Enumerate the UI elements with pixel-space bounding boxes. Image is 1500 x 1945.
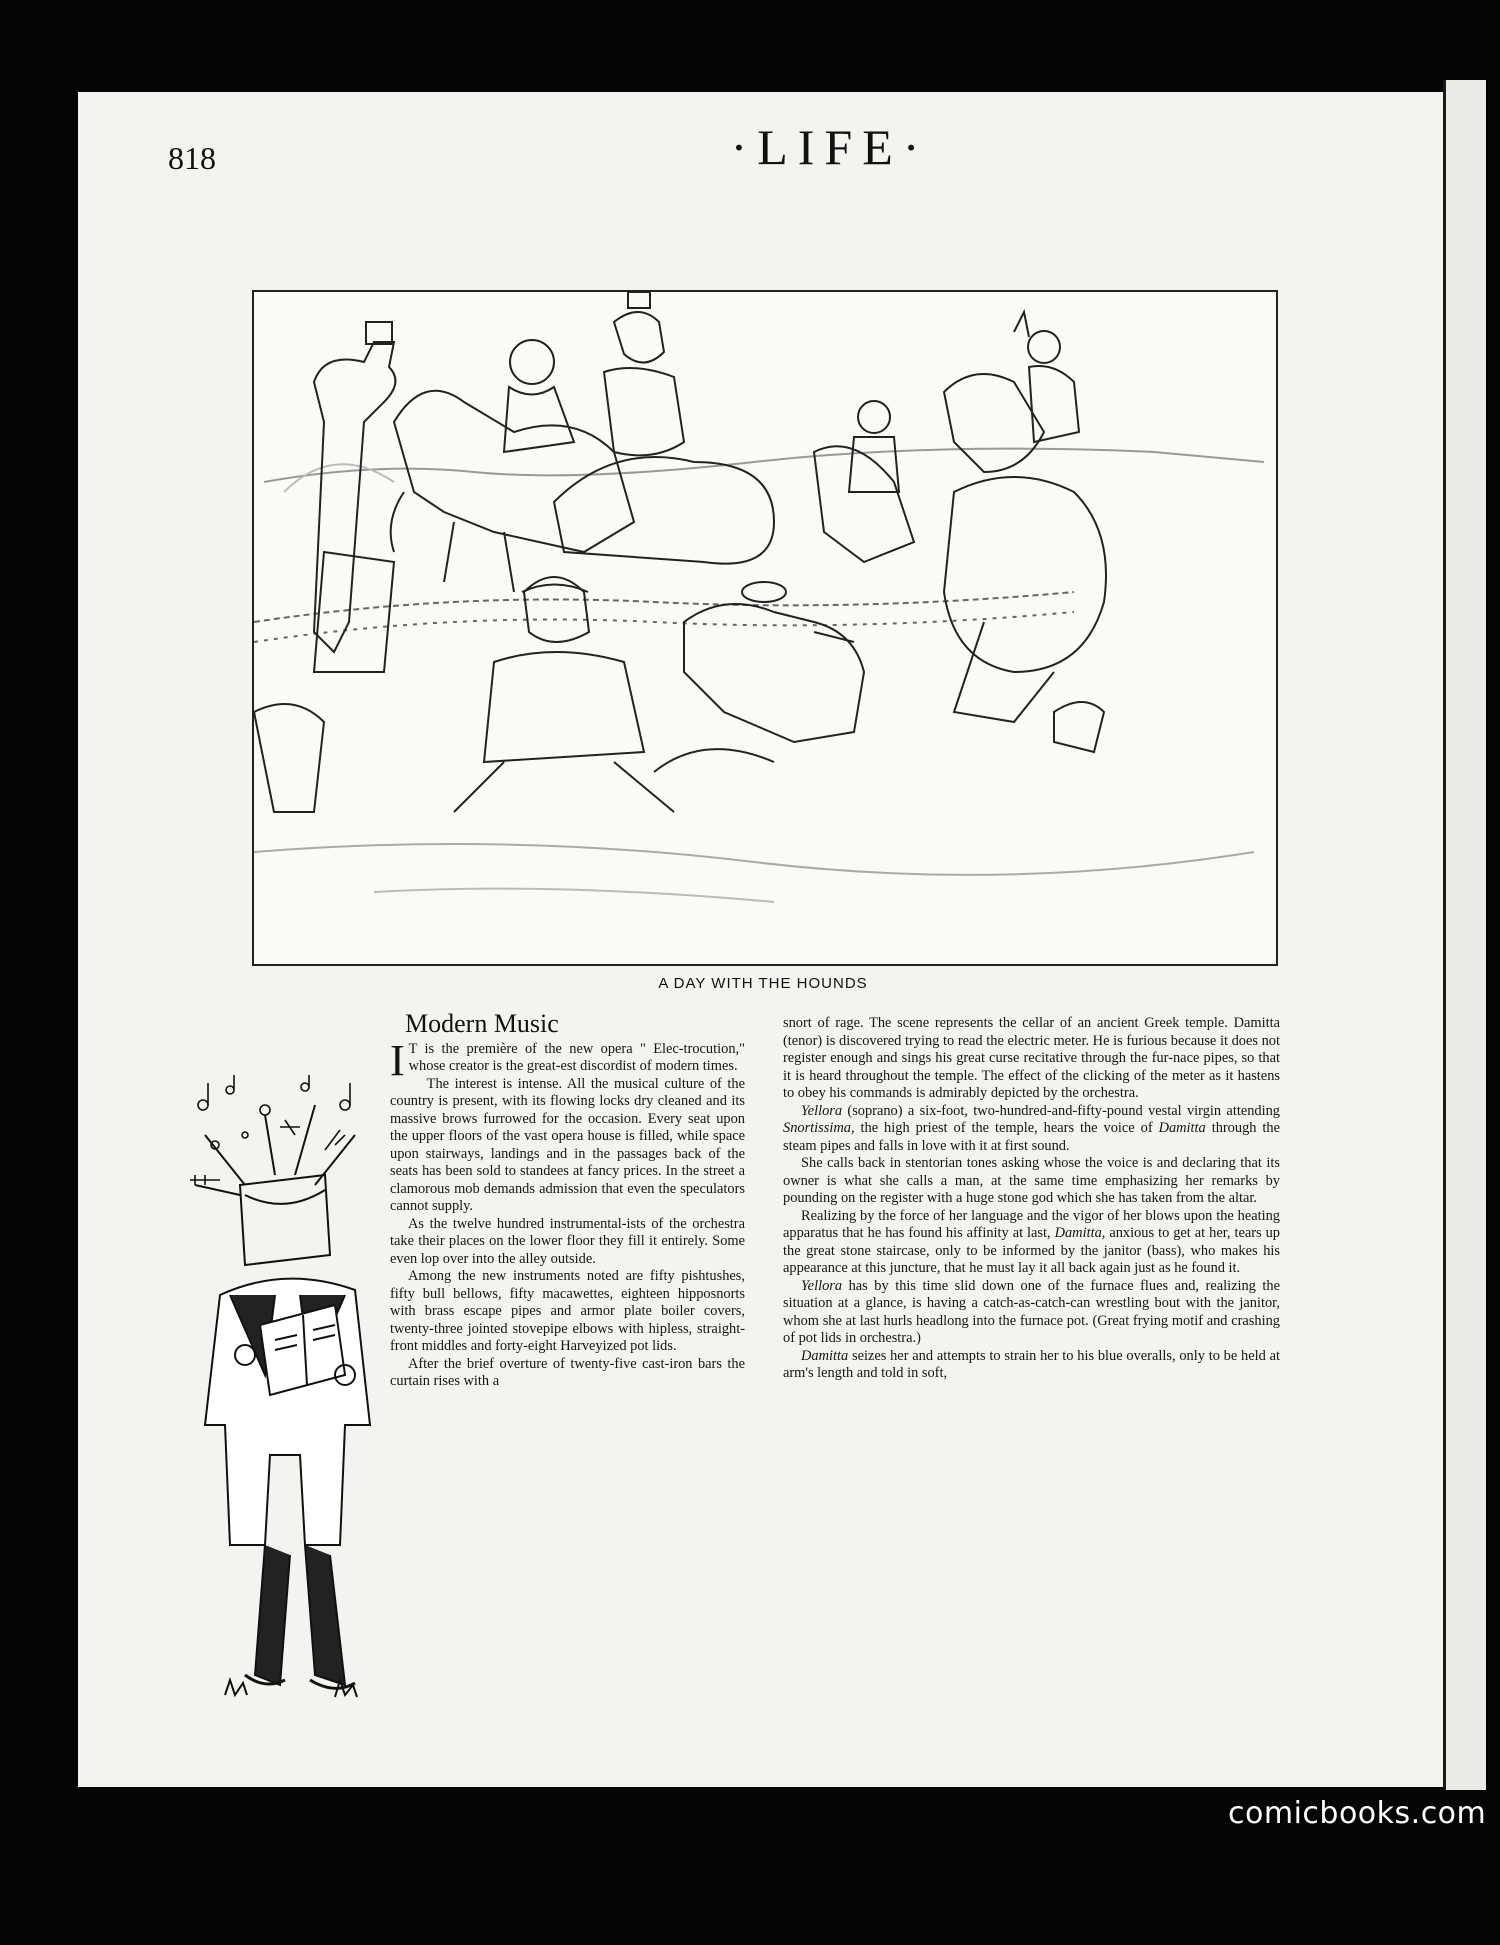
article-paragraph: Yellora (soprano) a six-foot, two-hundred-and-fifty-pound vestal virgin attending Snortissima, the high priest of the temple, hears the voice of Damitta through the steam pipes and falls in love with it at first sound. — [783, 1102, 1280, 1154]
drop-cap: I — [390, 1035, 405, 1085]
article-paragraph: The interest is intense. All the musical culture of the country is present, with its flowing locks dry cleaned and its massive brows furrowed for the occasion. Every seat upon the upper floors of the vast opera house is filled, while space upon stairways, landings and in the passages back of the seats has been sold to standees at fancy prices. In the street a clamorous mob demands admission that even the speculators cannot supply. — [390, 1075, 745, 1214]
article-paragraph: As the twelve hundred instrumental-ists of the orchestra take their places on the lower floor they fill it entirely. Some even lop over into the alley outside. — [390, 1215, 745, 1267]
singer-illustration — [185, 1075, 400, 1945]
site-watermark: comicbooks.com — [1228, 1796, 1487, 1831]
page-number: 818 — [168, 140, 216, 176]
music-notes-icon — [190, 1075, 350, 1185]
magazine-title: ·LIFE· — [730, 119, 930, 175]
article-paragraph: snort of rage. The scene represents the cellar of an ancient Greek temple. Damitta (tenor) is discovered trying to read the electric meter. He is furious because it does not register enough and sings his great curse recitative through the fur-nace pipes, so that it is heard throughout the temple. The effect of the clicking of the meter as it hastens to obey his commands is admirably depicted by the orchestra. — [783, 1015, 1280, 1101]
article-paragraph: Realizing by the force of her language and the vigor of her blows upon the heating apparatus that he has found his affinity at last, Damitta, anxious to get at her, tears up the great stone staircase, only to be informed by the janitor (bass), who makes his appearance at this juncture, that he must lay it all back again just as he found it. — [783, 1207, 1281, 1276]
article-title: Modern Music — [405, 1009, 559, 1038]
article-paragraph: She calls back in stentorian tones asking whose the voice is and declaring that its owner is what she calls a man, at the same time emphasizing her remarks by pounding on the register with a huge stone god which she has taken from the altar. — [783, 1155, 1280, 1206]
cartoon-caption: A DAY WITH THE HOUNDS — [658, 975, 868, 992]
article-paragraph: I T is the première of the new opera " Elec-trocution," whose creator is the great-est discordist of modern times. — [390, 1035, 745, 1085]
cartoon-illustration — [252, 290, 1278, 966]
article-column-1 — [390, 1009, 745, 1391]
article-paragraph: Yellora has by this time slid down one of the furnace flues and, realizing the situation at a glance, is having a catch-as-catch-can wrestling bout with the janitor, whom she at last hurls headlong into the furnace pot. (Great frying motif and crashing of pot lids in orchestra.) — [783, 1277, 1280, 1346]
article-paragraph: Among the new instruments noted are fifty pishtushes, fifty bull bellows, fifty macawettes, eighteen hipposnorts with brass escape pipes and armor plate boiler covers, twenty-three jointed stovepipe elbows with hipless, straight-front middles and forty-eight Harveyized pot lids. — [390, 1268, 745, 1354]
article-column-2 — [783, 1015, 1280, 1383]
article-paragraph: Damitta seizes her and attempts to strain her to his blue overalls, only to be held at arm's length and told in soft, — [783, 1347, 1280, 1381]
article-paragraph: After the brief overture of twenty-five cast-iron bars the curtain rises with a — [390, 1355, 745, 1389]
adjacent-page-edge — [1443, 80, 1486, 1790]
